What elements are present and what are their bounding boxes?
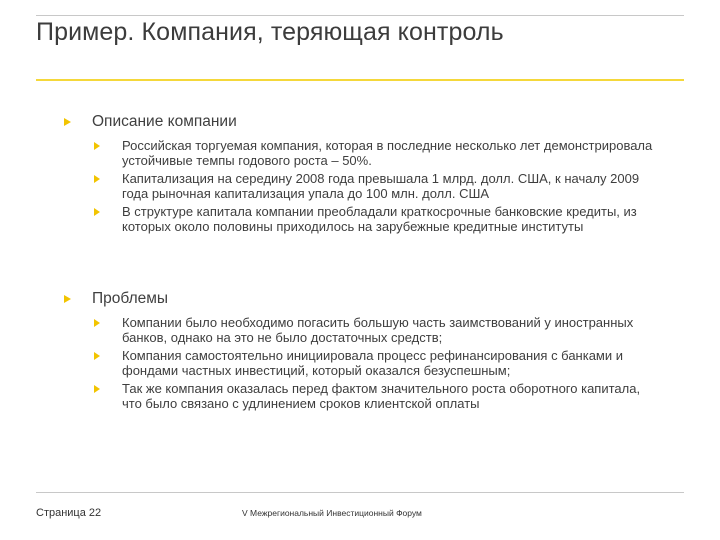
bullet-arrow-icon [94,208,100,216]
list-item [92,171,662,201]
list-item [92,381,662,411]
list-item [92,138,662,168]
bullet-arrow-icon [94,142,100,150]
sub-bullet-list [92,138,662,234]
title-underline [36,79,684,81]
list-item-text: Российская торгуемая компания, которая в последние несколько лет демонстрировала устойчивые темпы годового роста – 50%. [122,138,653,168]
bullet-arrow-icon [94,352,100,360]
section-heading [64,289,662,309]
list-item-text: Компания самостоятельно инициировала процесс рефинансирования с банками и фондами частных инвестиций, который оказался безуспешным; [122,348,624,378]
bullet-arrow-icon [64,295,71,303]
bullet-arrow-icon [94,319,100,327]
section-heading-text: Описание компании [92,113,237,130]
section-heading [64,112,662,132]
bullet-arrow-icon [94,385,100,393]
list-item-text: Компании было необходимо погасить большую часть заимствований у иностранных банков, однако на это не было достаточных средств; [122,315,634,345]
list-item [92,204,662,234]
section-company-description [64,112,662,237]
bullet-arrow-icon [64,118,71,126]
footer-forum-name: V Межрегиональный Инвестиционный Форум [242,508,422,518]
list-item-text: В структуре капитала компании преобладали краткосрочные банковские кредиты, из которых около половины приходилось на зарубежные кредитные институты [122,204,637,234]
section-problems [64,289,662,414]
list-item-text: Так же компания оказалась перед фактом значительного роста оборотного капитала, что было связано с удлинением сроков клиентской оплаты [122,381,641,411]
footer-divider [36,492,684,493]
bullet-arrow-icon [94,175,100,183]
section-heading-text: Проблемы [92,290,169,307]
slide-title: Пример. Компания, теряющая контроль [36,18,504,46]
list-item [92,348,662,378]
page-number: Страница 22 [36,507,102,519]
top-divider [36,15,684,16]
sub-bullet-list [92,315,662,411]
list-item-text: Капитализация на середину 2008 года превышала 1 млрд. долл. США, к началу 2009 года рыночная капитализация упала до 100 млн. долл. США [122,171,640,201]
list-item [92,315,662,345]
